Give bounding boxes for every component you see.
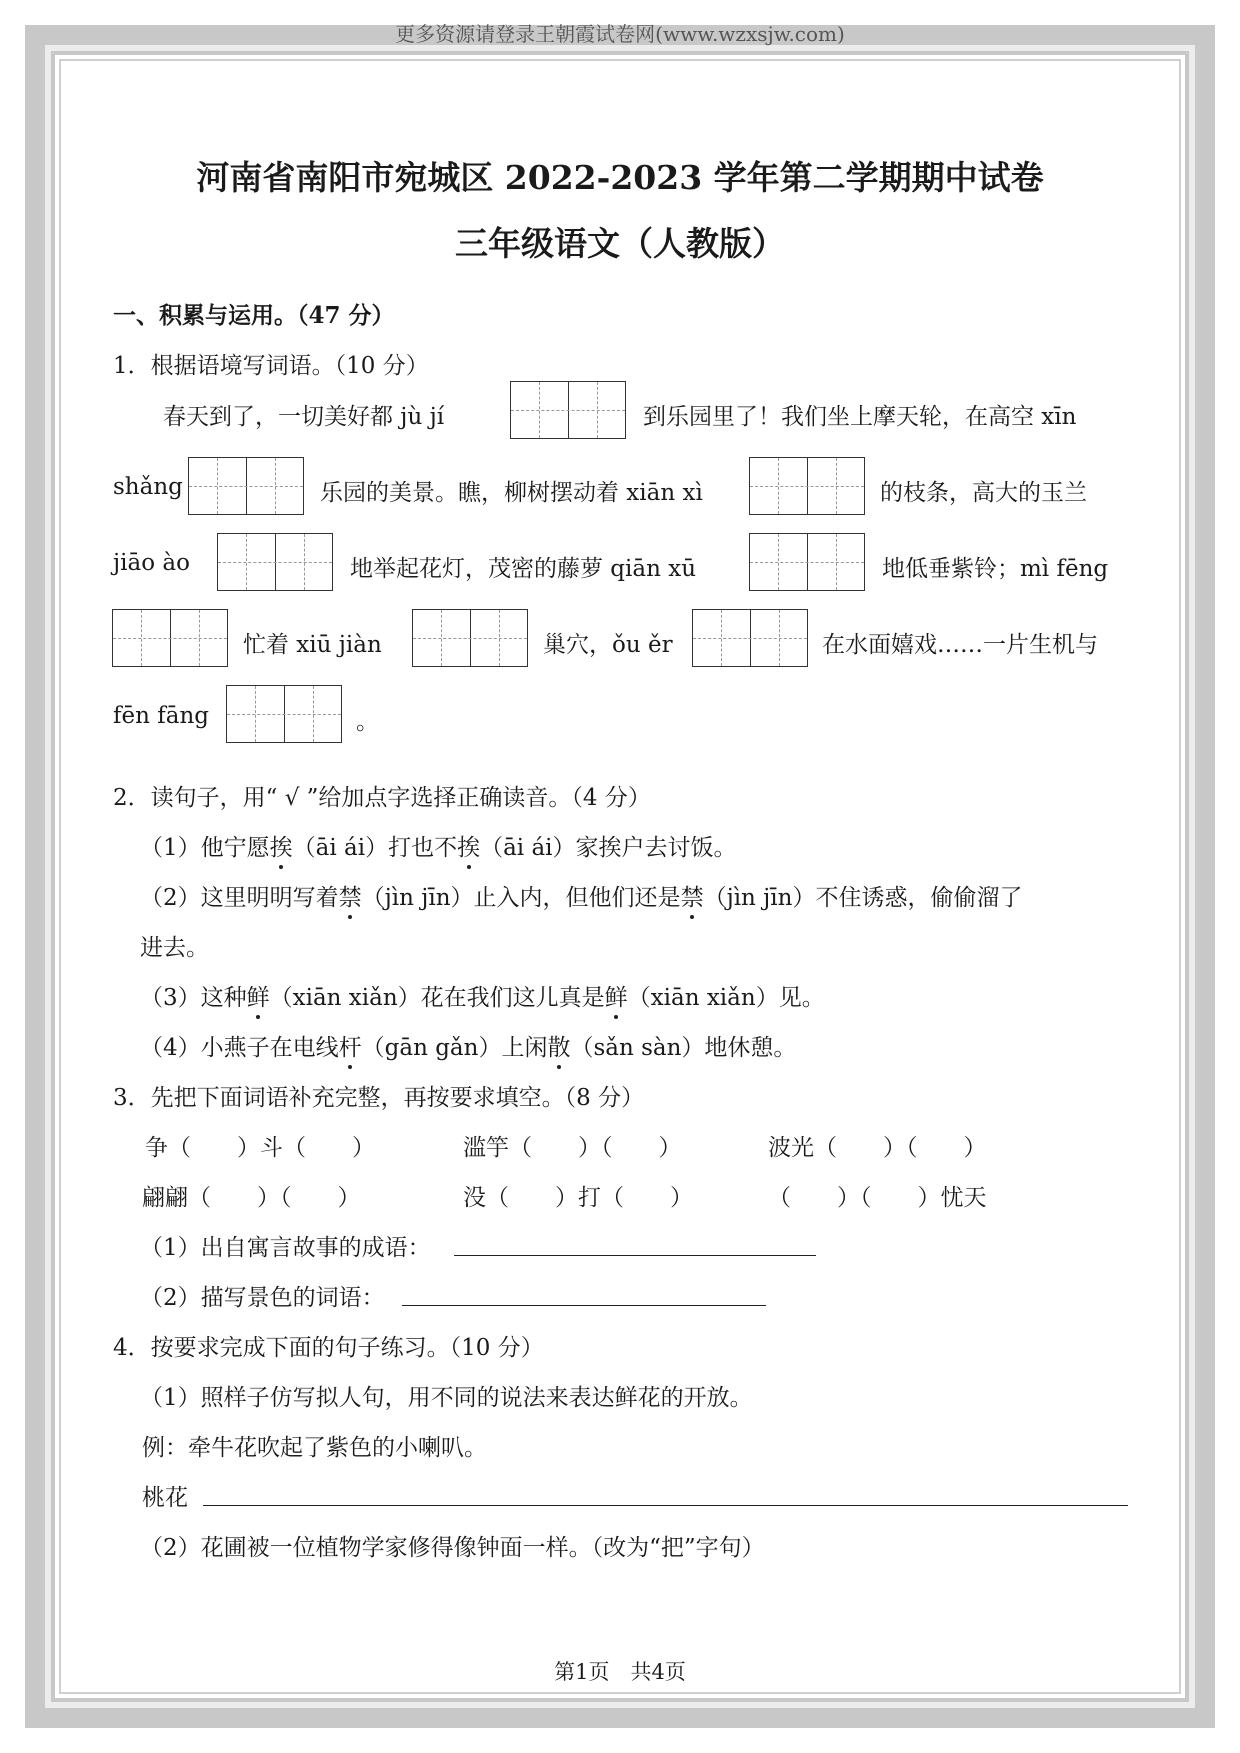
idiom-blank[interactable]: 滥竽（ ）（ ）	[463, 1135, 682, 1161]
q4-heading: 4．按要求完成下面的句子练习。（10 分）	[113, 1335, 544, 1361]
idiom-blank[interactable]: 翩翩（ ）（ ）	[142, 1185, 361, 1211]
q4-prompt: （1）照样子仿写拟人句，用不同的说法来表达鲜花的开放。	[140, 1385, 753, 1411]
q1-text: 到乐园里了！我们坐上摩天轮，在高空 xīn	[643, 404, 1077, 430]
q2-sentence: （4）小燕子在电线杆（gān gǎn）上闲散（sǎn sàn）地休憩。	[140, 1029, 796, 1062]
answer-grid[interactable]	[749, 457, 865, 515]
answer-grid[interactable]	[112, 609, 228, 667]
q1-text: jiāo ào	[113, 550, 190, 576]
page-number: 第1页 共4页	[554, 1660, 686, 1684]
q1-text: 乐园的美景。瞧，柳树摆动着 xiān xì	[320, 480, 703, 506]
dotted-char: 散	[547, 1029, 570, 1062]
idiom-blank[interactable]: （ ）（ ）忧天	[768, 1185, 987, 1211]
idiom-blank[interactable]: 争（ ）斗（ ）	[145, 1135, 375, 1161]
idiom-blank[interactable]: 没（ ）打（ ）	[463, 1185, 693, 1211]
exam-title: 河南省南阳市宛城区 2022-2023 学年第二学期期中试卷	[196, 158, 1044, 197]
dotted-char: 鲜	[605, 979, 628, 1012]
exam-subtitle: 三年级语文（人教版）	[455, 224, 785, 263]
answer-line[interactable]	[402, 1305, 766, 1306]
answer-line[interactable]	[203, 1505, 1128, 1506]
q3-heading: 3．先把下面词语补充完整，再按要求填空。（8 分）	[113, 1085, 645, 1111]
q1-text: 。	[356, 709, 379, 735]
idiom-blank[interactable]: 波光（ ）（ ）	[768, 1135, 987, 1161]
dotted-char: 杆	[339, 1029, 362, 1062]
q1-text: 地低垂紫铃；mì fēng	[882, 556, 1109, 582]
q3-prompt: （1）出自寓言故事的成语：	[140, 1235, 431, 1261]
dotted-char: 禁	[339, 879, 362, 912]
answer-grid[interactable]	[188, 457, 304, 515]
q4-prompt: （2）花圃被一位植物学家修得像钟面一样。（改为“把”字句）	[140, 1535, 765, 1561]
q1-text: shǎng	[113, 474, 183, 500]
dotted-char: 禁	[681, 879, 704, 912]
answer-grid[interactable]	[510, 381, 626, 439]
q2-sentence: （3）这种鲜（xiān xiǎn）花在我们这儿真是鲜（xiān xiǎn）见。	[140, 979, 825, 1012]
q2-sentence: （1）他宁愿挨（āi ái）打也不挨（āi ái）家挨户去讨饭。	[140, 829, 737, 862]
dotted-char: 鲜	[247, 979, 270, 1012]
answer-grid[interactable]	[692, 609, 808, 667]
answer-line[interactable]	[454, 1255, 816, 1256]
q1-heading: 1．根据语境写词语。（10 分）	[113, 353, 429, 379]
section-heading: 一、积累与运用。（47 分）	[113, 302, 395, 329]
q2-sentence-cont: 进去。	[140, 935, 209, 961]
answer-grid[interactable]	[749, 533, 865, 591]
q1-text: 地举起花灯，茂密的藤萝 qiān xū	[350, 556, 697, 582]
answer-grid[interactable]	[226, 685, 342, 743]
q1-text: fēn fāng	[113, 703, 210, 729]
q3-prompt: （2）描写景色的词语：	[140, 1285, 385, 1311]
q2-sentence: （2）这里明明写着禁（jìn jīn）止入内，但他们还是禁（jìn jīn）不住诱惑，偷偷溜了	[140, 879, 1022, 912]
dotted-char: 挨	[270, 829, 293, 862]
q4-peach-label: 桃花	[142, 1485, 188, 1511]
answer-grid[interactable]	[217, 533, 333, 591]
q1-text: 忙着 xiū jiàn	[243, 632, 382, 658]
q2-heading: 2．读句子，用“ √ ”给加点字选择正确读音。（4 分）	[113, 785, 651, 811]
q1-text: 的枝条，高大的玉兰	[880, 480, 1087, 506]
q4-example: 例：牵牛花吹起了紫色的小喇叭。	[142, 1435, 487, 1461]
dotted-char: 挨	[457, 829, 480, 862]
q1-text: 巢穴，ǒu ěr	[543, 632, 673, 658]
watermark: 更多资源请登录王朝霞试卷网(www.wzxsjw.com)	[395, 22, 845, 46]
q1-text: 在水面嬉戏……一片生机与	[822, 632, 1098, 658]
answer-grid[interactable]	[412, 609, 528, 667]
q1-text: 春天到了，一切美好都 jù jí	[163, 404, 445, 430]
